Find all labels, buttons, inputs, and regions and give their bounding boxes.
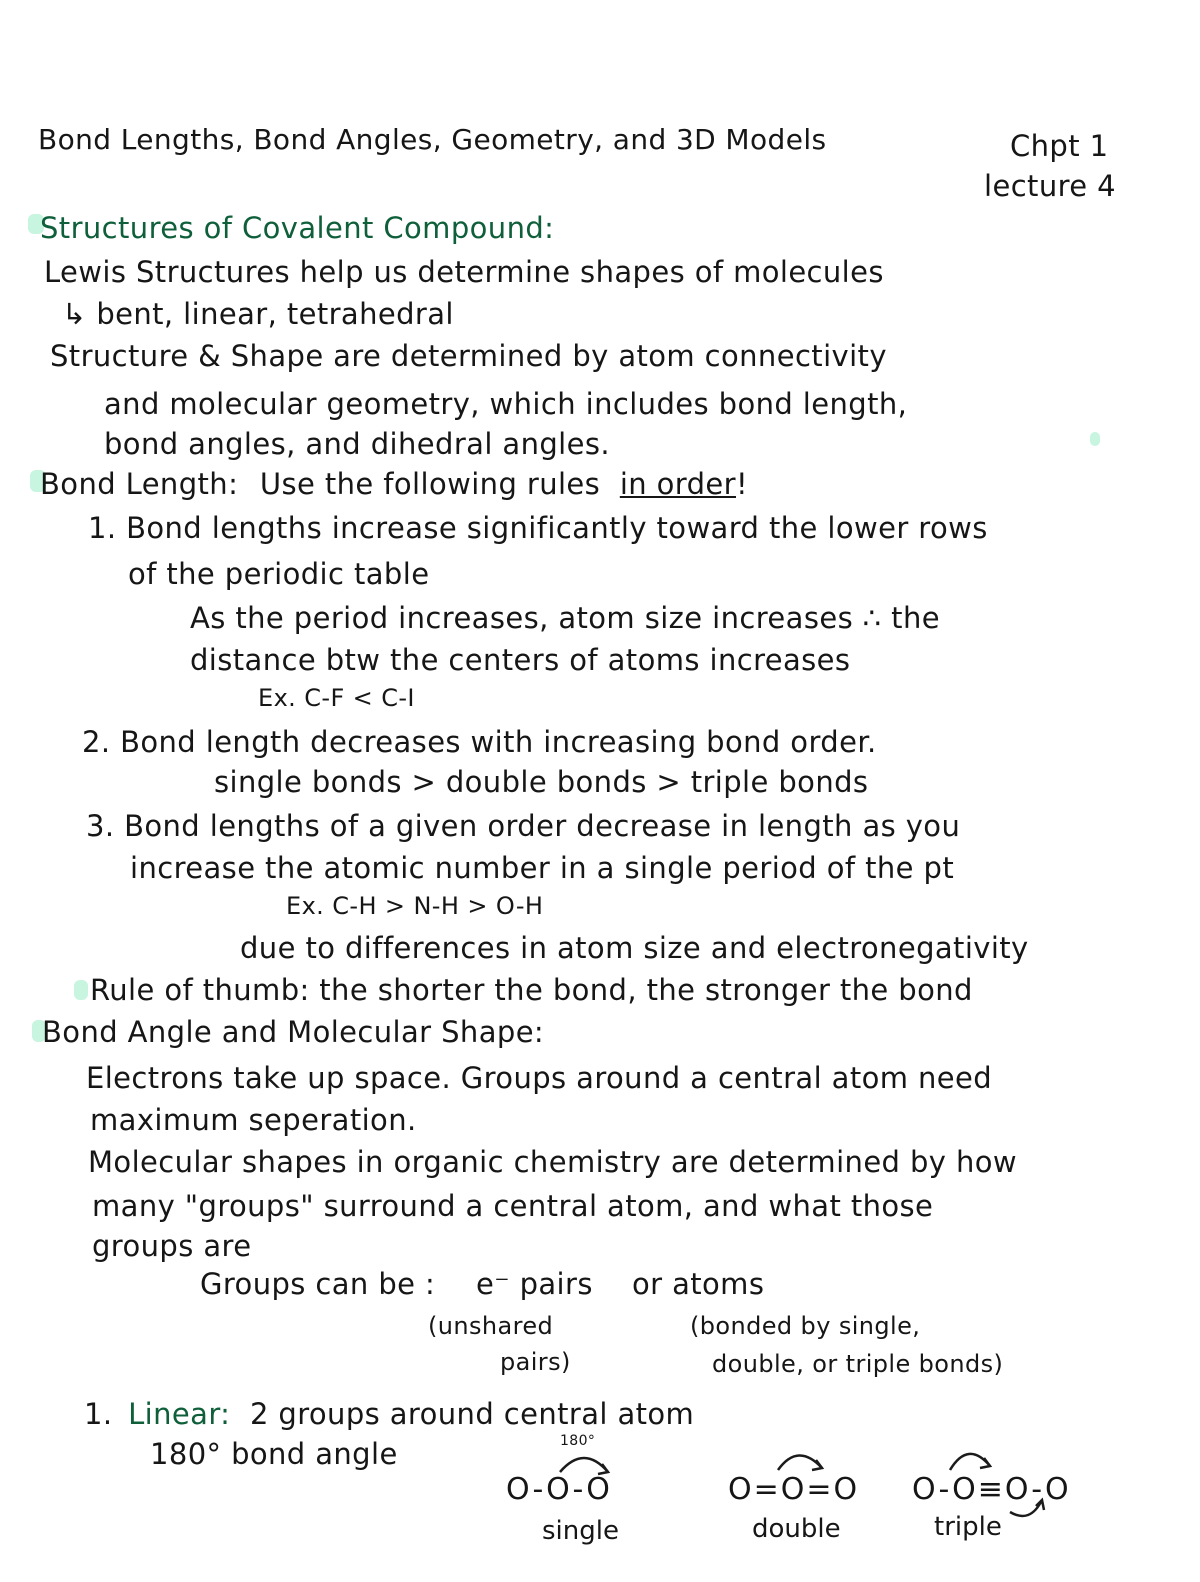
rule2-line-a: 2. Bond length decreases with increasing bond order. [82,725,877,759]
bonded-line-2: double, or triple bonds) [712,1350,1004,1378]
double-angle-arrow [778,1455,822,1470]
bond-angle-line-4: many "groups" surround a central atom, and what those [92,1189,934,1223]
molecule-single: O-O-O [506,1472,612,1507]
rule1-example: Ex. C-F < C-I [258,684,415,712]
bond-angle-line-1: Electrons take up space. Groups around a central atom need [86,1061,993,1095]
structures-line-5: bond angles, and dihedral angles. [104,427,610,461]
linear-description: 2 groups around central atom [249,1397,695,1431]
linear-angle-text: 180° bond angle [150,1437,398,1471]
rule3-line-a: 3. Bond lengths of a given order decrease in length as you [86,809,961,843]
groups-e-pairs: e⁻ pairs [476,1267,593,1301]
structures-line-2: ↳ bent, linear, tetrahedral [62,297,454,331]
caption-triple: triple [934,1512,1002,1542]
lecture-label: lecture 4 [984,169,1116,203]
molecule-triple: O-O≡O-O [912,1472,1071,1507]
bond-angle-line-5: groups are [92,1229,252,1263]
chapter-label: Chpt 1 [1010,129,1109,163]
structures-heading: Structures of Covalent Compound: [40,211,555,245]
bond-length-intro-c: ! [736,467,749,501]
linear-word: Linear: [128,1397,231,1431]
page-title: Bond Lengths, Bond Angles, Geometry, and 3D Models [38,123,827,156]
bond-angle-line-3: Molecular shapes in organic chemistry are determined by how [88,1145,1018,1179]
rule1-line-c: As the period increases, atom size increases ∴ the [190,601,940,635]
bond-angle-line-2: maximum seperation. [90,1103,417,1137]
groups-can-be: Groups can be : [200,1267,436,1301]
rule3-example: Ex. C-H > N-H > O-H [286,892,544,920]
molecule-double: O=O=O [728,1472,860,1507]
rule1-line-b: of the periodic table [128,557,430,591]
rule1-line-a: 1. Bond lengths increase significantly toward the lower rows [88,511,988,545]
bond-length-heading: Bond Length: [40,467,239,501]
rule1-line-d: distance btw the centers of atoms increases [190,643,851,677]
unshared-line-1: (unshared [428,1312,554,1340]
single-angle-arrow [560,1458,608,1472]
structures-line-4: and molecular geometry, which includes bond length, [104,387,908,421]
structures-line-3: Structure & Shape are determined by atom connectivity [50,339,887,373]
linear-number: 1. [84,1397,113,1431]
structures-line-1: Lewis Structures help us determine shapes of molecules [44,255,884,289]
caption-double: double [752,1514,841,1544]
bonded-line-1: (bonded by single, [690,1312,921,1340]
bond-angle-heading: Bond Angle and Molecular Shape: [42,1015,545,1049]
rule3-line-c: due to differences in atom size and electronegativity [240,931,1029,965]
linear-small-angle: 180° [560,1433,596,1449]
bond-length-intro-a: Use the following rules [259,467,601,501]
groups-or-atoms: or atoms [632,1267,765,1301]
unshared-line-2: pairs) [500,1348,571,1376]
caption-single: single [542,1516,619,1546]
rule2-line-b: single bonds > double bonds > triple bonds [214,765,869,799]
rule-of-thumb: Rule of thumb: the shorter the bond, the stronger the bond [90,973,973,1007]
bond-length-intro-b: in order [619,467,736,501]
triple-arrowhead-top [980,1458,990,1468]
rule3-line-b: increase the atomic number in a single period of the pt [130,851,955,885]
